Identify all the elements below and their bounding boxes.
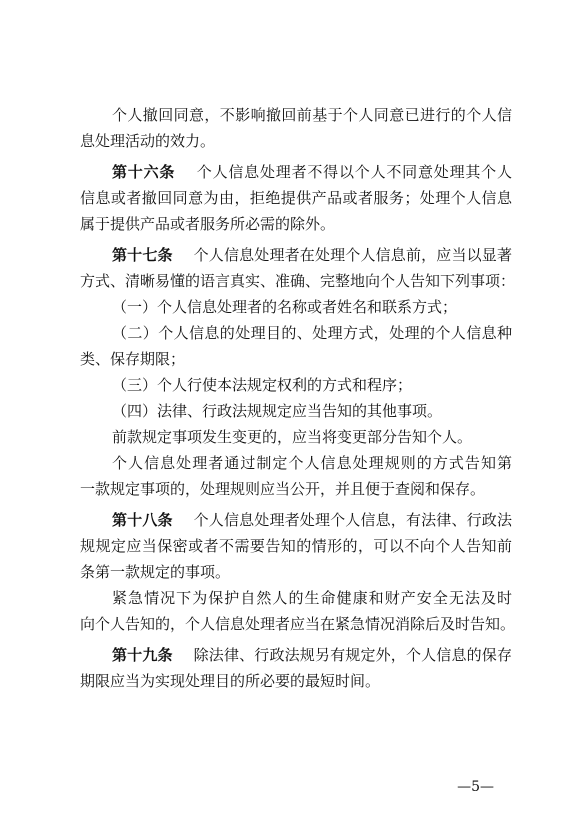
article-label: 第十七条 — [112, 246, 173, 264]
line-text: 一款规定事项的，处理规则应当公开，并且便于查阅和保存。 — [80, 480, 486, 498]
article-17-heading-line — [80, 242, 512, 268]
line-text: （一）个人信息处理者的名称或者姓名和联系方式； — [112, 298, 458, 316]
article-label: 第十六条 — [112, 163, 176, 181]
article-16-heading-line — [80, 159, 512, 185]
line-text: 类、保存期限； — [80, 350, 186, 368]
line-text: 个人信息处理者处理个人信息，有法律、行政法 — [193, 511, 512, 529]
line-text: 个人信息处理者不得以个人不同意处理其个人 — [196, 163, 512, 181]
text-line — [80, 585, 512, 611]
line-text: 向个人告知的，个人信息处理者应当在紧急情况消除后及时告知。 — [80, 615, 516, 633]
article-19-heading-line — [80, 642, 512, 668]
text-line — [80, 559, 512, 585]
line-text: （四）法律、行政法规规定应当告知的其他事项。 — [112, 402, 443, 420]
list-item — [80, 320, 512, 346]
document-body — [80, 102, 516, 694]
line-text: 方式、清晰易懂的语言真实、准确、完整地向个人告知下列事项： — [80, 272, 516, 290]
line-text: 个人信息处理者在处理个人信息前，应当以显著 — [193, 246, 512, 264]
text-line — [80, 668, 512, 694]
text-line — [80, 346, 512, 372]
text-line — [80, 102, 512, 128]
line-text: 条第一款规定的事项。 — [80, 563, 231, 581]
text-line — [80, 185, 512, 211]
text-line — [80, 450, 512, 476]
list-item — [80, 294, 512, 320]
text-line — [80, 268, 516, 294]
list-item — [80, 398, 512, 424]
text-line — [80, 211, 512, 237]
text-line — [80, 533, 512, 559]
line-text: 息处理活动的效力。 — [80, 132, 216, 150]
text-line — [80, 128, 512, 154]
line-text: 前款规定事项发生变更的，应当将变更部分告知个人。 — [112, 428, 473, 446]
line-text: 除法律、行政法规另有规定外，个人信息的保存 — [193, 646, 512, 664]
article-18-heading-line — [80, 507, 512, 533]
line-text: （二）个人信息的处理目的、处理方式，处理的个人信息种 — [112, 324, 512, 342]
line-text: 紧急情况下为保护自然人的生命健康和财产安全无法及时 — [112, 589, 512, 607]
text-line — [80, 611, 516, 637]
line-text: 期限应当为实现处理目的所必要的最短时间。 — [80, 672, 381, 690]
list-item — [80, 372, 512, 398]
line-text: 个人信息处理者通过制定个人信息处理规则的方式告知第 — [112, 454, 512, 472]
text-line — [80, 424, 512, 450]
article-label: 第十九条 — [112, 646, 173, 664]
line-text: （三）个人行使本法规定权利的方式和程序； — [112, 376, 413, 394]
article-label: 第十八条 — [112, 511, 173, 529]
page-number: —5— — [457, 779, 494, 795]
text-line — [80, 476, 512, 502]
line-text: 规规定应当保密或者不需要告知的情形的，可以不向个人告知前 — [80, 537, 512, 555]
line-text: 信息或者撤回同意为由，拒绝提供产品或者服务；处理个人信息 — [80, 189, 512, 207]
line-text: 属于提供产品或者服务所必需的除外。 — [80, 215, 336, 233]
line-text: 个人撤回同意，不影响撤回前基于个人同意已进行的个人信 — [112, 106, 512, 124]
